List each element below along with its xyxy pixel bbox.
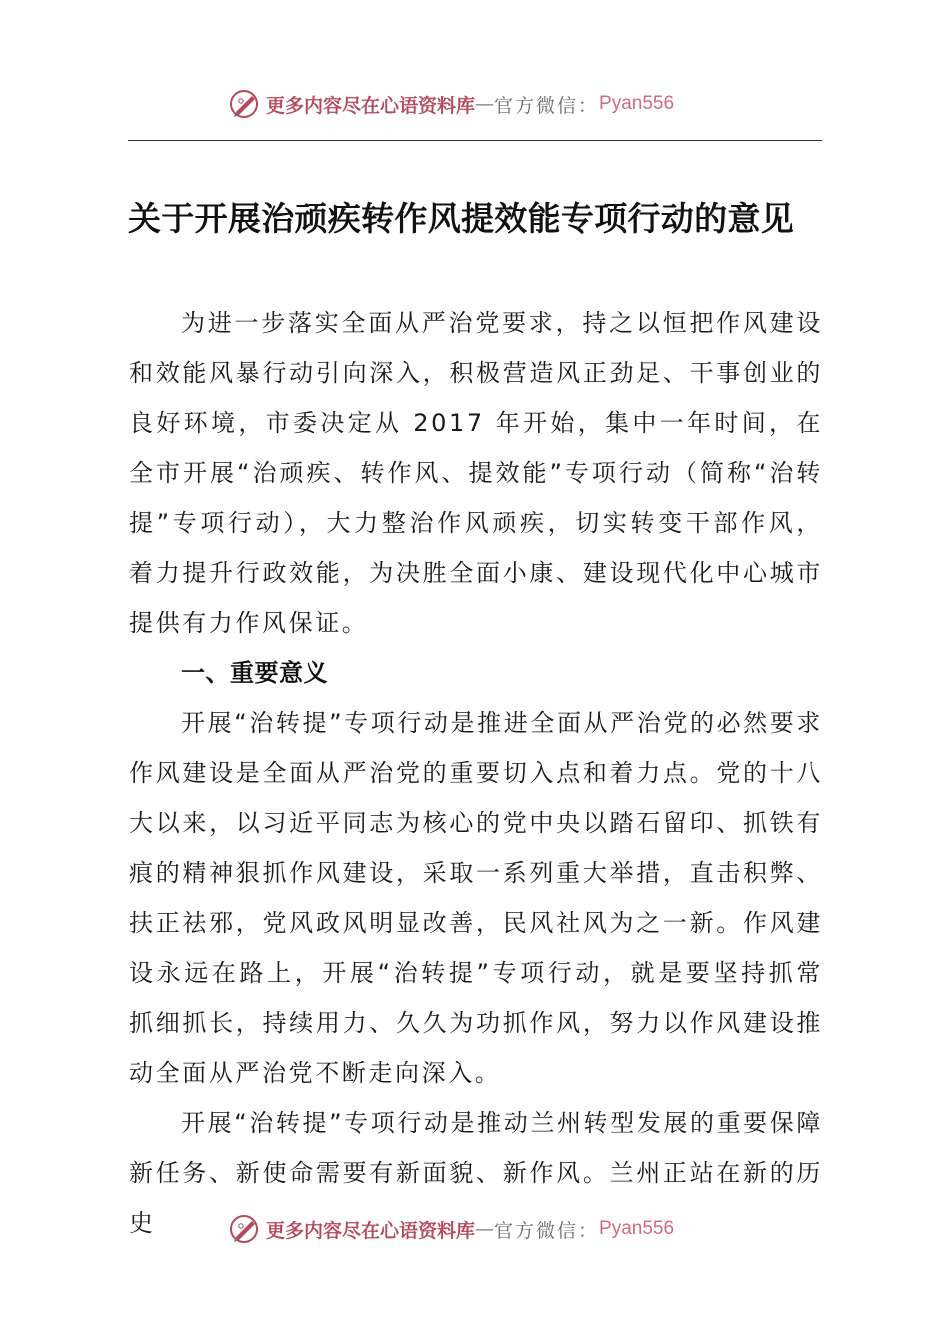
watermark-account: Pyan556 <box>599 93 675 114</box>
body-paragraph: 开展“治转提”专项行动是推动兰州转型发展的重要保障新任务、新使命需要有新面貌、新作风。兰州正站在新的历史 <box>129 1109 823 1237</box>
pen-logo-icon <box>228 87 262 121</box>
body-paragraph: 开展“治转提”专项行动是推进全面从严治党的必然要求作风建设是全面从严治党的重要切入点和着力点。党的十八大以来，以习近平同志为核心的党中央以踏石留印、抓铁有痕的精神狠抓作风建设，采取一系列重大举措，直击积弊、扶正祛邪，党风政风明显改善，民风社风为之一新。作风建设永远在路上，开展“治转提”专项行动，就是要坚持抓常抓细抓长，持续用力、久久为功抓作风，努力以作风建设推动全面从严治党不断走向深入。 <box>129 709 823 1087</box>
watermark-brand: 更多内容尽在心语资料库 <box>266 94 476 117</box>
document-body <box>129 298 823 1248</box>
section-heading: 一、重要意义 <box>181 659 328 687</box>
watermark-separator: — <box>475 1218 495 1240</box>
watermark-label: 官方微信： <box>494 1219 600 1242</box>
header-divider <box>128 140 822 141</box>
watermark-separator: — <box>475 93 495 115</box>
watermark-brand: 更多内容尽在心语资料库 <box>266 1219 476 1242</box>
document-title: 关于开展治顽疾转作风提效能专项行动的意见 <box>128 199 794 238</box>
intro-paragraph: 为进一步落实全面从严治党要求，持之以恒把作风建设和效能风暴行动引向深入，积极营造风正劲足、干事创业的良好环境，市委决定从 2017 年开始，集中一年时间，在全市开展“治顽疾、转作风、提效能”专项行动（简称“治转提”专项行动），大力整治作风顽疾，切实转变干部作风，着力提升行政效能，为决胜全面小康、建设现代化中心城市提供有力作风保证。 <box>129 309 823 637</box>
watermark-footer <box>228 1209 674 1249</box>
pen-logo-icon <box>228 1212 262 1246</box>
watermark-label: 官方微信： <box>494 94 600 117</box>
watermark-header <box>228 84 674 124</box>
watermark-account: Pyan556 <box>599 1218 675 1239</box>
